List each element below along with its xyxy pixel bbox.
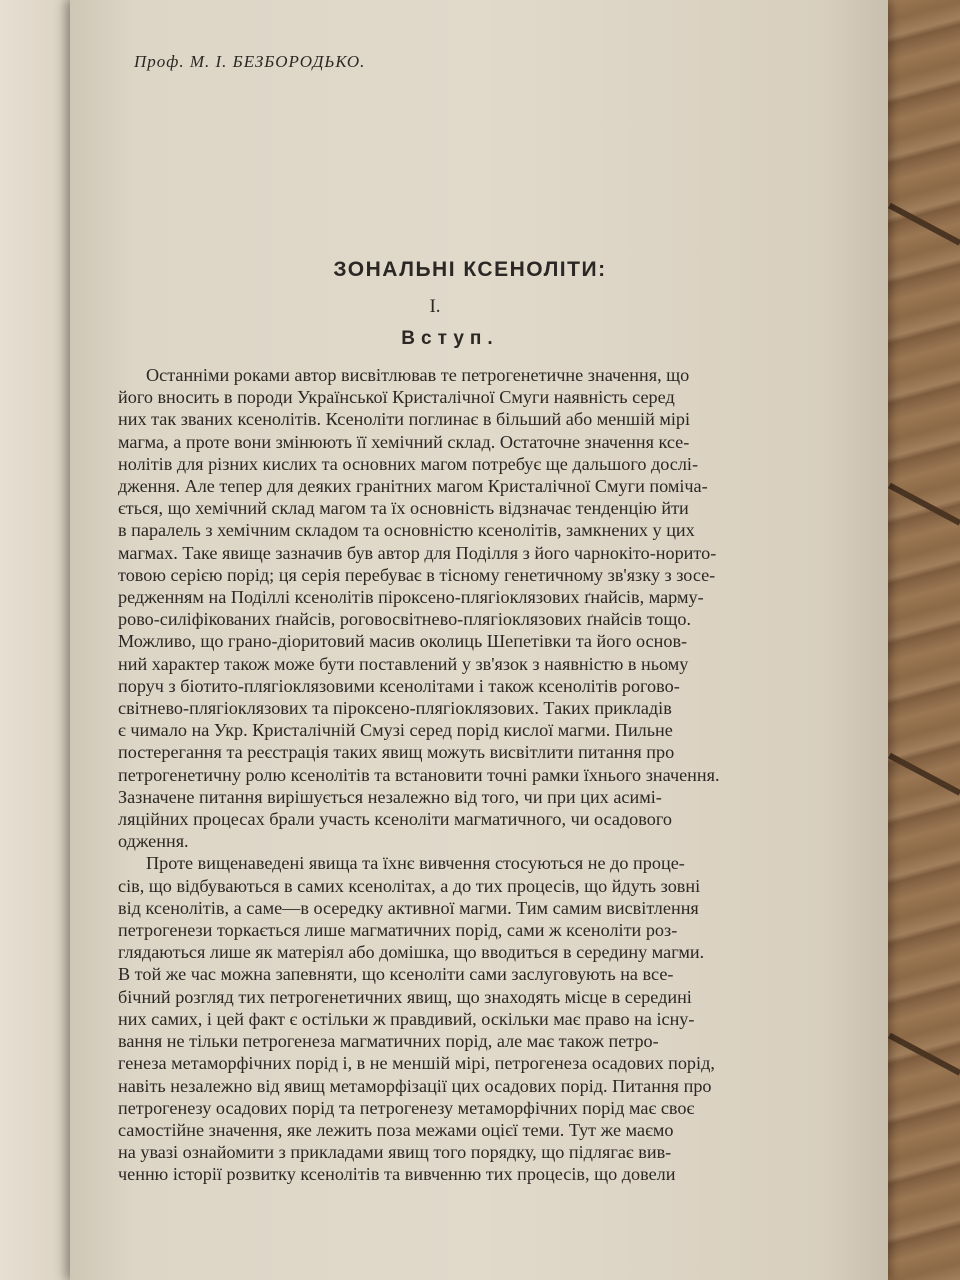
- text-line: світнево-плягіоклязових та піроксено-плягіоклязових. Таких прикладів: [118, 698, 672, 719]
- text-line: магма, а проте вони змінюють її хемічний склад. Остаточне значення ксе-: [118, 431, 690, 452]
- text-line: самостійне значення, яке лежить поза межами оцієї теми. Тут же маємо: [118, 1119, 674, 1140]
- text-line: від ксенолітів, а саме—в осередку активної магми. Тим самим висвітлення: [118, 897, 699, 918]
- text-line: одження.: [118, 831, 189, 852]
- text-line: петрогенезу осадових порід та петрогенезу метаморфічних порід має своє: [118, 1097, 695, 1118]
- text-line: Можливо, що грано-діоритовий масив околиць Шепетівки та його основ-: [118, 631, 688, 652]
- body-text: [118, 364, 798, 1186]
- text-line: навіть незалежно від явищ метаморфізації цих осадових порід. Питання про: [118, 1075, 712, 1096]
- text-line: них самих, і цей факт є остільки ж правдивий, оскільки має право на існу-: [118, 1008, 695, 1029]
- text-line: редженням на Поділлі ксенолітів піроксено-плягіоклязових ґнайсів, марму-: [118, 587, 704, 608]
- text-line: ється, що хемічний склад магом та їх основність відзначає тенденцію йти: [118, 498, 689, 519]
- text-line: петрогенези торкається лише магматичних порід, сами ж ксеноліти роз-: [118, 920, 678, 941]
- text-line: петрогенетичну ролю ксенолітів та встановити точні рамки їхнього значення.: [118, 764, 720, 785]
- text-line: сів, що відбуваються в самих ксенолітах, а до тих процесів, що йдуть зовні: [118, 875, 701, 896]
- text-line: в паралель з хемічним складом та основністю ксенолітів, замкнених у цих: [118, 520, 695, 541]
- text-line: ляційних процесах брали участь ксеноліти магматичного, чи осадового: [118, 809, 672, 830]
- text-line: є чимало на Укр. Кристалічній Смузі серед порід кислої магми. Пильне: [118, 720, 673, 741]
- text-line: постерегання та реєстрація таких явищ можуть висвітлити питання про: [118, 742, 675, 763]
- text-line: рово-силіфікованих ґнайсів, роговосвітнево-плягіоклязових ґнайсів тощо.: [118, 609, 692, 630]
- text-line: на увазі ознайомити з прикладами явищ того порядку, що підлягає вив-: [118, 1142, 672, 1163]
- text-line: В той же час можна запевняти, що ксеноліти сами заслуговують на все-: [118, 964, 674, 985]
- text-line: генеза метаморфічних порід і, в не меншій мірі, петрогенеза осадових порід,: [118, 1053, 715, 1074]
- plank-gap: [888, 753, 960, 796]
- text-line: нолітів для різних кислих та основних магом потребує ще дальшого дослі-: [118, 453, 699, 474]
- text-line: Зазначене питання вирішується незалежно від того, чи при цих асимі-: [118, 786, 662, 807]
- chapter-title: ЗОНАЛЬНІ КСЕНОЛІТИ:: [333, 258, 607, 281]
- text-line: бічний розгляд тих петрогенетичних явищ, що знаходять місце в середині: [118, 986, 692, 1007]
- text-line: товою серією порід; ця серія перебуває в тісному генетичному зв'язку з зосе-: [118, 564, 716, 585]
- text-line: дження. Але тепер для деяких гранітних магом Кристалічної Смуги поміча-: [118, 476, 708, 497]
- text-line: ченню історії розвитку ксенолітів та вивченню тих процесів, що довели: [118, 1164, 676, 1185]
- text-line: них так званих ксенолітів. Ксеноліти поглинає в більший або меншій мірі: [118, 409, 691, 430]
- plank-gap: [888, 483, 960, 526]
- text-line: Проте вищенаведені явища та їхнє вивчення стосуються не до проце-: [146, 853, 685, 874]
- text-line: поруч з біотито-плягіоклязовими ксенолітами і також ксенолітів рогово-: [118, 675, 680, 696]
- text-line: Останніми роками автор висвітлював те петрогенетичне значення, що: [146, 365, 690, 385]
- text-line: його вносить в породи Української Кристалічної Смуги наявність серед: [118, 387, 675, 408]
- plank-gap: [888, 203, 960, 246]
- text-line: ний характер також може бути поставлений у зв'язок з наявністю в ньому: [118, 653, 689, 674]
- section-number: I.: [429, 296, 441, 317]
- plank-gap: [888, 1033, 960, 1076]
- text-line: магмах. Таке явище зазначив був автор для Поділля з його чарнокіто-норито-: [118, 542, 717, 563]
- running-head-author: Проф. М. І. БЕЗБОРОДЬКО.: [134, 52, 366, 71]
- text-line: глядаються лише як матеріял або домішка, що вводиться в середину магми.: [118, 942, 705, 963]
- section-title: Вступ.: [401, 328, 499, 349]
- text-line: вання не тільки петрогенеза магматичних порід, але має також петро-: [118, 1031, 659, 1052]
